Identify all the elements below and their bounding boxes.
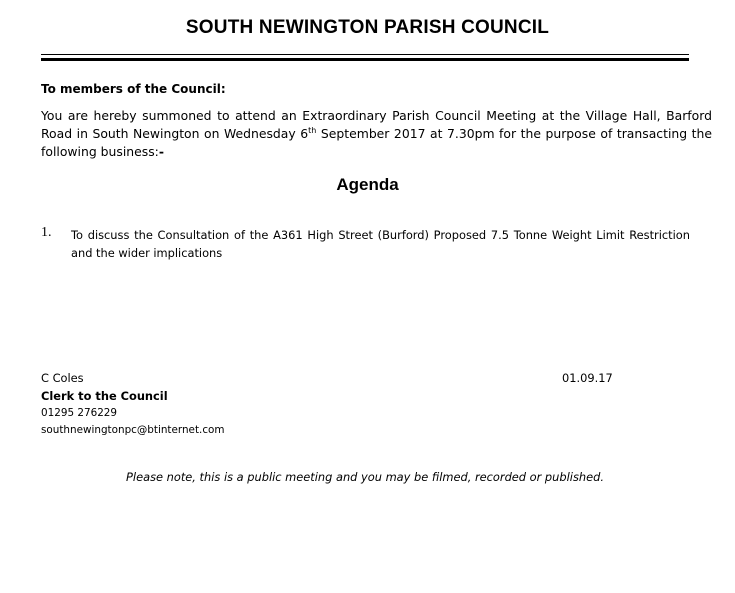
title-divider-thick <box>41 58 689 61</box>
notice-date: 01.09.17 <box>562 371 613 385</box>
signature-block <box>41 369 225 439</box>
clerk-phone: 01295 276229 <box>41 407 118 419</box>
agenda-heading: Agenda <box>336 175 399 194</box>
clerk-role: Clerk to the Council <box>41 389 168 403</box>
clerk-name: C Coles <box>41 371 84 385</box>
title-divider-thin <box>41 54 689 55</box>
summons-text-part1: You are hereby summoned to attend an Extraordinary Parish Council Meeting at the Village Hall, Barford Road in South Newington on Wednesday 6 <box>41 108 712 141</box>
page-title: SOUTH NEWINGTON PARISH COUNCIL <box>185 17 550 38</box>
summons-text-end: - <box>158 144 164 159</box>
salutation: To members of the Council: <box>41 82 226 96</box>
summons-text-part2: September 2017 at 7.30pm for the purpose of transacting the following business: <box>41 126 712 159</box>
summons-superscript: th <box>308 125 317 135</box>
summons-paragraph <box>41 107 712 161</box>
public-meeting-note: Please note, this is a public meeting and you may be filmed, recorded or published. <box>126 470 604 484</box>
agenda-item-number: 1. <box>41 225 52 240</box>
agenda-item-text: To discuss the Consultation of the A361 High Street (Burford) Proposed 7.5 Tonne Weight Limit Restriction and the wider implications <box>71 228 690 260</box>
clerk-email: southnewingtonpc@btinternet.com <box>41 424 225 436</box>
